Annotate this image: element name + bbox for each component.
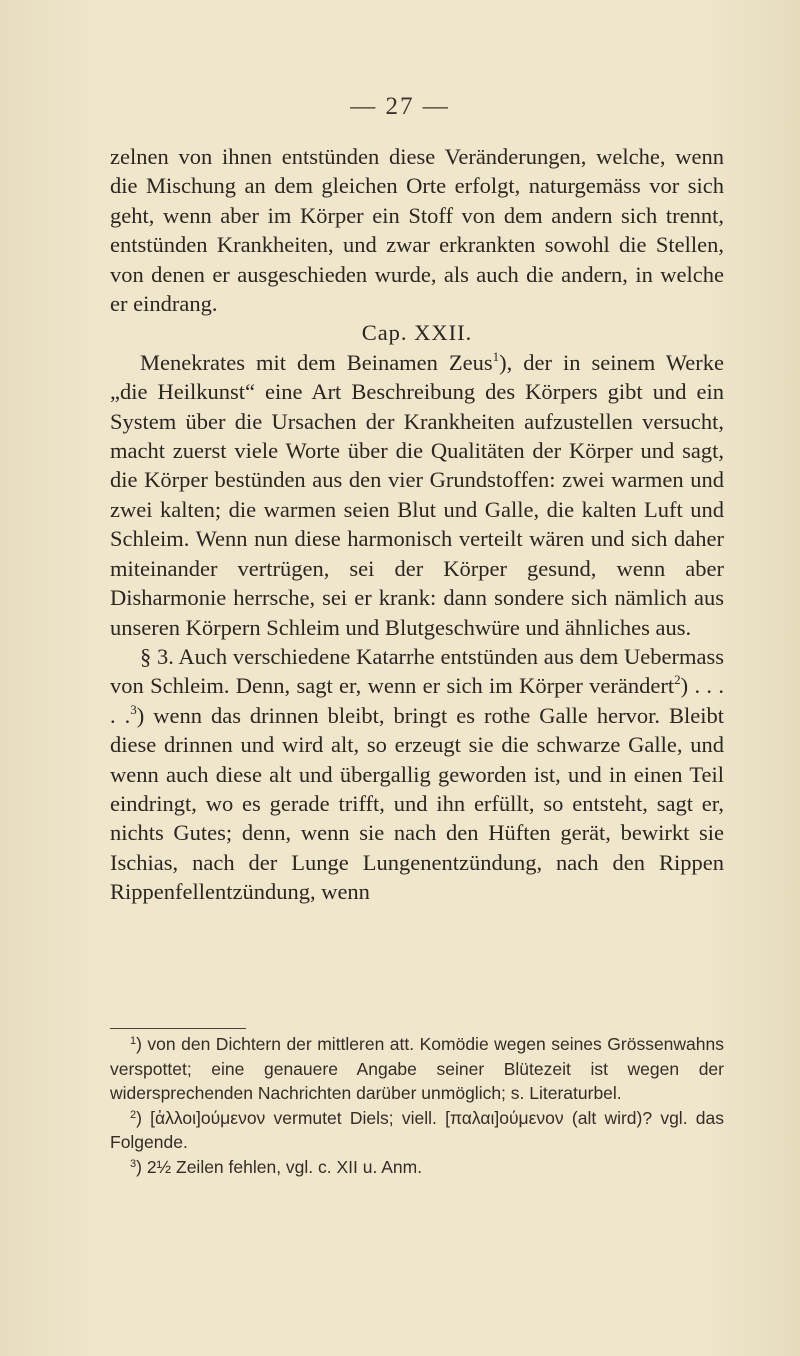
paragraph-katarrhe-gap: ) . . . . . (110, 673, 724, 728)
chapter-heading: Cap. XXII. (361, 320, 473, 346)
footnote-3 (110, 1155, 724, 1180)
paragraph-katarrhe-start: § 3. Auch verschiedene Katarrhe entstünden aus dem Uebermass von Schleim. Denn, sagt er, wenn er sich im Körper verändert (110, 643, 724, 699)
footnote-1-mark: 1 (130, 1035, 137, 1047)
footnote-3-mark: 3 (130, 1157, 137, 1170)
footnote-ref-2: 2 (674, 672, 681, 688)
paragraph-katarrhe-rest: ) wenn das drinnen bleibt, bringt es rothe Galle hervor. Bleibt diese drinnen und wird alt, so erzeugt sie die schwarze Galle, und wenn auch diese alt und übergallig geworden ist, und in einen Teil eindringt, wo es gerade trifft, und ihn erfüllt, so entsteht, sagt er, nichts Gutes; denn, wenn sie nach den Hüften gerät, bewirkt sie Ischias, nach der Lunge Lungenentzündung, nach den Rippen Rippenfellentzündung, wenn (110, 702, 724, 905)
page-number: — 27 — (350, 93, 450, 120)
main-text (110, 142, 724, 907)
paragraph-menekrates (110, 348, 724, 642)
footnote-3-text: ) 2½ Zeilen fehlen, vgl. c. XII u. Anm. (136, 1156, 423, 1177)
footnote-ref-3: 3 (130, 701, 137, 717)
footnote-2-mark: 2 (130, 1108, 137, 1121)
footnote-separator (110, 1028, 246, 1029)
paragraph-continuation: zelnen von ihnen entstünden diese Veränderungen, welche, wenn die Mischung an dem gleichen Orte erfolgt, naturgemäss vor sich geht, wenn aber im Körper ein Stoff von dem andern sich trennt, entstünden Krankheiten, und zwar erkrankten sowohl die Stellen, von denen er ausgeschieden wurde, als auch die andern, in welche er eindrang. (110, 144, 724, 317)
paragraph-katarrhe (110, 642, 724, 907)
footnote-2-text: ) [ἀλλοι]ούμενον vermutet Diels; viell. [παλαι]ούμενον (alt wird)? vgl. das Folgende. (110, 1107, 724, 1152)
footnote-ref-1: 1 (492, 348, 500, 364)
footnote-1-text: ) von den Dichtern der mittleren att. Komödie wegen seines Grössenwahns verspottet; eine genauere Angabe seiner Blütezeit ist wegen der widersprechenden Nachrichten darüber unmöglich; s. Literaturbel. (110, 1034, 724, 1103)
paragraph-menekrates-start: Menekrates mit dem Beinamen Zeus (140, 349, 493, 375)
footnote-2 (110, 1106, 724, 1155)
footnote-1 (110, 1032, 724, 1106)
footnotes (110, 1032, 724, 1179)
paragraph-menekrates-rest: ), der in seinem Werke „die Heilkunst“ eine Art Beschreibung des Körpers gibt und ein System über die Ursachen der Krankheiten aufzustellen versucht, macht zuerst viele Worte über die Qualitäten der Körper und sagt, die Körper bestünden aus den vier Grundstoffen: zwei warmen und zwei kalten; die warmen seien Blut und Galle, die kalten Luft und Schleim. Wenn nun diese harmonisch verteilt wären und sich daher miteinander vertrügen, sei der Körper gesund, wenn aber Disharmonie herrsche, sei er krank: dann sondere sich nämlich aus unseren Körpern Schleim und Blutgeschwüre und ähnliches aus. (110, 349, 725, 640)
